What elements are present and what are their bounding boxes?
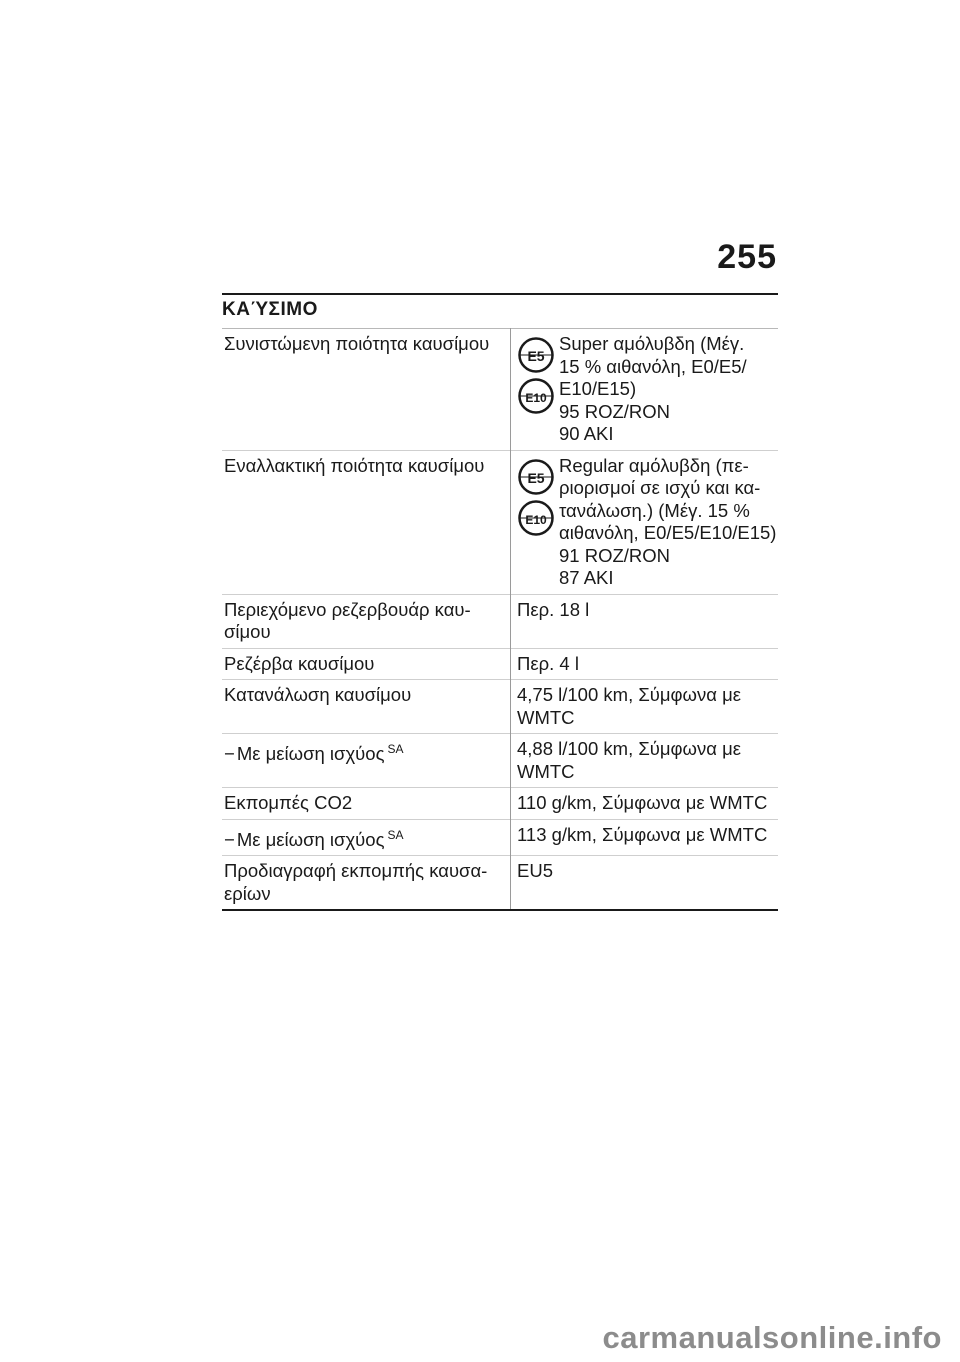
table-row	[222, 788, 778, 820]
table-row	[222, 594, 778, 648]
row-label-text: Με μείωση ισχύος	[236, 828, 385, 850]
svg-text:E5: E5	[527, 348, 545, 364]
row-label: Περιεχόμενο ρεζερβουάρ καυ- σίμου	[222, 594, 511, 648]
row-value: EU5	[511, 856, 779, 911]
fuel-e5-icon	[517, 458, 555, 496]
value-line: 91 ROZ/RON	[559, 544, 671, 566]
fuel-e10-icon	[517, 499, 555, 537]
dash-marker: −	[224, 743, 235, 764]
row-value: 113 g/km, Σύμφωνα με WMTC	[511, 819, 779, 856]
table-row	[222, 450, 778, 594]
value-line: E10/E15)	[559, 378, 637, 399]
svg-text:E5: E5	[527, 469, 545, 486]
row-value: 110 g/km, Σύμφωνα με WMTC	[511, 788, 779, 820]
table-row	[222, 819, 778, 856]
value-line: 90 AKI	[559, 423, 614, 444]
row-label: Ρεζέρβα καυσίμου	[222, 648, 511, 680]
svg-text:E10: E10	[525, 391, 547, 405]
value-line: Regular αμόλυβδη (πε-	[559, 454, 749, 476]
row-value: 4,88 l/100 km, Σύμφωνα με WMTC	[511, 734, 779, 788]
row-label: Εναλλακτική ποιότητα καυσίμου	[222, 450, 511, 594]
watermark: carmanualsonline.info	[602, 1320, 942, 1355]
row-label: Κατανάλωση καυσίμου	[222, 680, 511, 734]
value-line: Super αμόλυβδη (Μέγ.	[559, 333, 745, 354]
table-row	[222, 680, 778, 734]
row-value: Περ. 4 l	[511, 648, 779, 680]
value-line: τανάλωση.) (Μέγ. 15 %	[559, 499, 750, 521]
row-label: Συνιστώμενη ποιότητα καυσίμου	[224, 333, 490, 354]
fuel-e5-icon	[517, 336, 555, 374]
dash-marker: −	[224, 828, 235, 850]
table-row	[222, 734, 778, 788]
value-line: ριορισμοί σε ισχύ και κα-	[559, 477, 761, 498]
row-value: Περ. 18 l	[511, 594, 779, 648]
page-number: 255	[717, 238, 777, 276]
value-line: 95 ROZ/RON	[559, 400, 671, 422]
value-line: 87 AKI	[559, 567, 614, 588]
row-value: 4,75 l/100 km, Σύμφωνα με WMTC	[511, 680, 779, 734]
sa-superscript: SA	[387, 742, 404, 756]
fuel-e10-icon	[517, 377, 555, 415]
row-label	[222, 734, 511, 788]
svg-text:E10: E10	[525, 512, 547, 527]
row-label: Εκπομπές CO2	[222, 788, 511, 820]
table-row	[222, 329, 778, 451]
section-title: ΚΑΎΣΙΜΟ	[222, 299, 318, 320]
sa-superscript: SA	[387, 827, 404, 842]
row-value	[511, 450, 779, 594]
row-label	[222, 819, 511, 856]
table-row	[222, 648, 778, 680]
row-label: Προδιαγραφή εκπομπής καυσα- ερίων	[222, 856, 511, 911]
table-row	[222, 856, 778, 911]
fuel-spec-table	[222, 328, 778, 911]
section-divider	[222, 293, 778, 295]
row-label-text: Με μείωση ισχύος	[236, 743, 385, 764]
row-value	[511, 329, 779, 451]
value-line: 15 % αιθανόλη, E0/E5/	[559, 355, 747, 377]
value-line: αιθανόλη, E0/E5/E10/E15)	[559, 522, 777, 543]
